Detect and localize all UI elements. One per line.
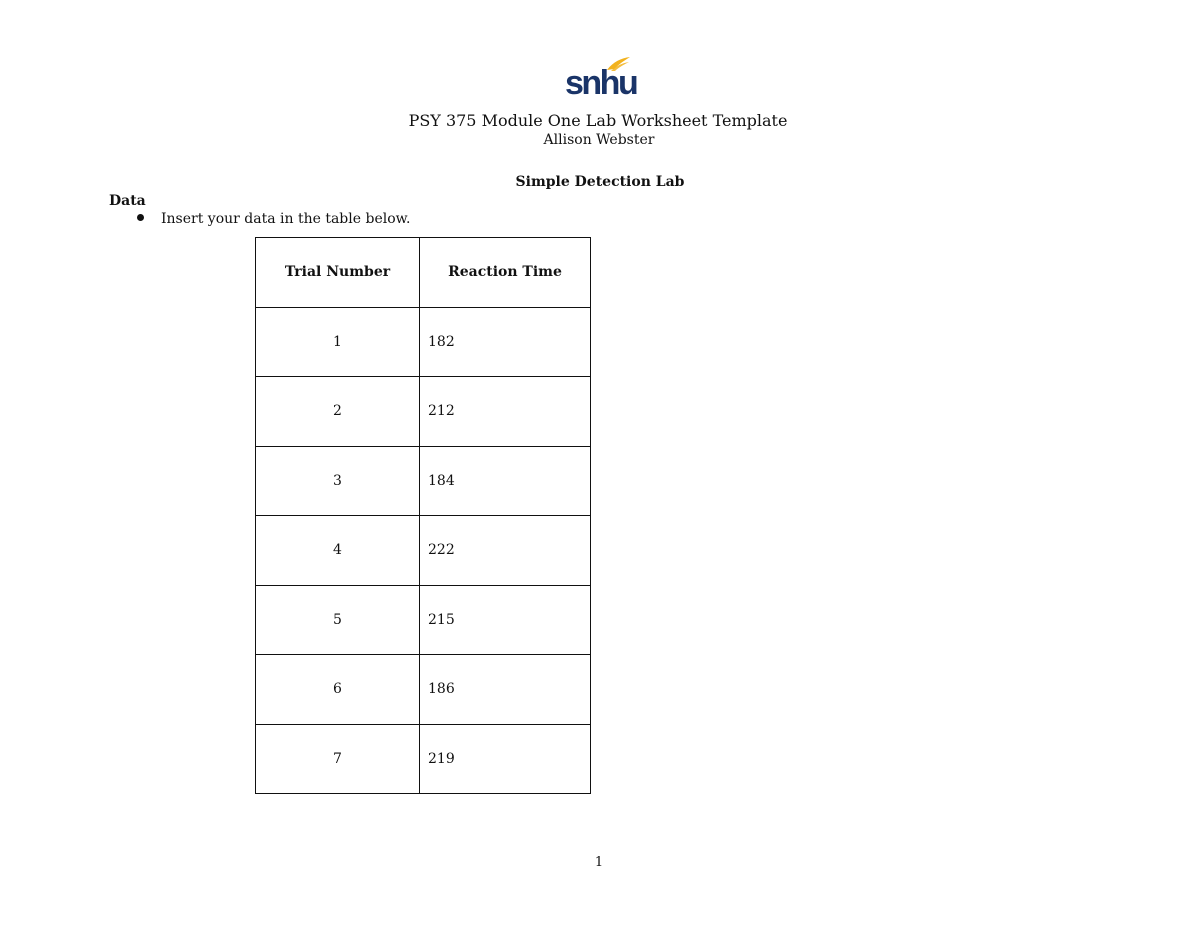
instruction-bullet: [137, 210, 410, 228]
header-reaction-time: Reaction Time: [420, 238, 591, 308]
trial-number-cell: 1: [256, 307, 420, 377]
reaction-time-cell: 215: [420, 585, 591, 655]
trial-number-cell: 4: [256, 516, 420, 586]
reaction-time-cell: 222: [420, 516, 591, 586]
bullet-icon: [137, 214, 144, 221]
table-row: [256, 307, 591, 377]
header-trial-number: Trial Number: [256, 238, 420, 308]
reaction-time-cell: 219: [420, 724, 591, 794]
table-row: [256, 516, 591, 586]
reaction-time-table: [255, 237, 591, 794]
data-heading: Data: [109, 193, 146, 209]
table-row: [256, 655, 591, 725]
reaction-time-cell: 184: [420, 446, 591, 516]
trial-number-cell: 5: [256, 585, 420, 655]
trial-number-cell: 7: [256, 724, 420, 794]
document-author: Allison Webster: [543, 132, 655, 148]
document-title: PSY 375 Module One Lab Worksheet Template: [408, 111, 788, 130]
reaction-time-cell: 182: [420, 307, 591, 377]
logo-wordmark: snhu: [565, 64, 637, 102]
snhu-logo: [565, 56, 637, 102]
reaction-time-cell: 212: [420, 377, 591, 447]
table-row: [256, 724, 591, 794]
table-row: [256, 377, 591, 447]
table-row: [256, 446, 591, 516]
page-number: 1: [594, 855, 604, 870]
trial-number-cell: 2: [256, 377, 420, 447]
reaction-time-cell: 186: [420, 655, 591, 725]
table-header-row: [256, 238, 591, 308]
table-row: [256, 585, 591, 655]
trial-number-cell: 3: [256, 446, 420, 516]
section-heading: Simple Detection Lab: [515, 174, 685, 190]
instruction-text: Insert your data in the table below.: [161, 211, 411, 227]
trial-number-cell: 6: [256, 655, 420, 725]
